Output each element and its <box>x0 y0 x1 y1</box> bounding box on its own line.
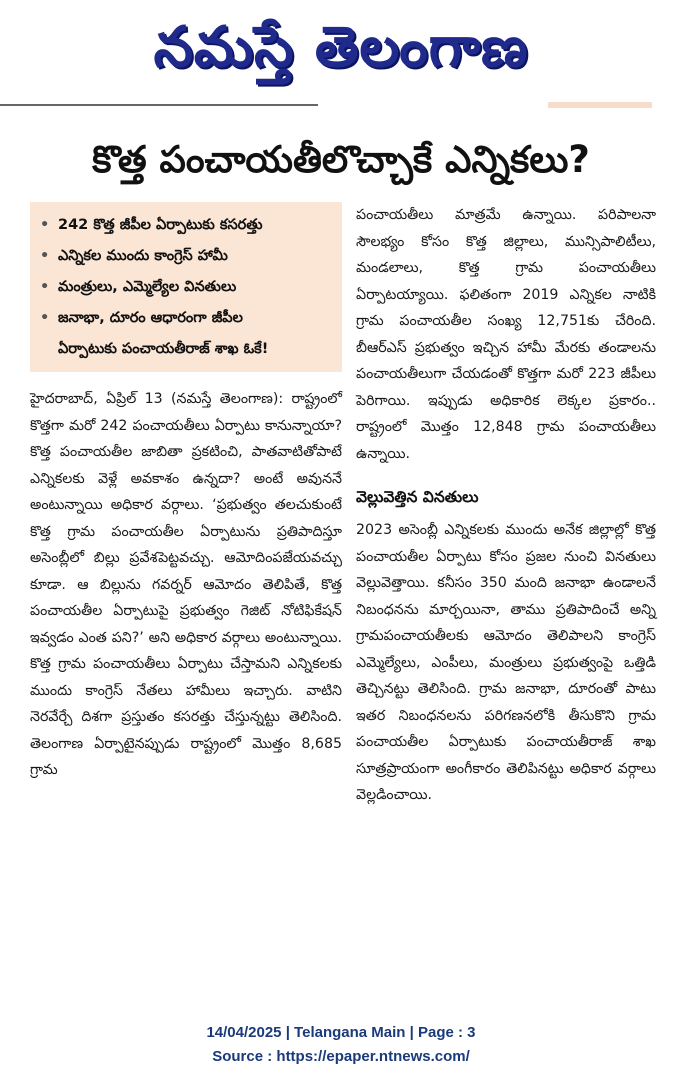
article-body-right: పంచాయతీలు మాత్రమే ఉన్నాయి. పరిపాలనా సౌలభ్యం కోసం కొత్త జిల్లాలు, మున్సిపాలిటీలు, మండలాలు, కొత్త గ్రామ పంచాయతీలు ఏర్పాటయ్యాయి. ఫలితంగా 2019 ఎన్నికల నాటికి గ్రామ పంచాయతీల సంఖ్య 12,751కు చేరింది. బీఆర్ఎస్ ప్రభుత్వం ఇచ్చిన హామీ మేరకు తండాలను పంచాయతీలుగా చేయడంతో కొత్తగా మరో 223 జీపీలు పెరిగాయి. ఇప్పుడు అధికారిక లెక్కల ప్రకారం.. రాష్ట్రంలో మొత్తం 12,848 గ్రామ పంచాయతీలు ఉన్నాయి. <box>356 207 656 462</box>
footer <box>0 1021 682 1069</box>
article-body-right-2: 2023 అసెంబ్లీ ఎన్నికలకు ముందు అనేక జిల్లాల్లో కొత్త పంచాయతీల ఏర్పాటు కోసం ప్రజల నుంచి వినతులు వెల్లువెత్తాయి. కనీసం 350 మంది జనాభా ఉండాలనే నిబంధనను మార్చయినా, తాము ప్రతిపాదించే అన్ని గ్రామపంచాయతీలకు ఆమోదం తెలిపాలని కాంగ్రెస్ ఎమ్మెల్యేలు, ఎంపీలు, మంత్రులు ప్రభుత్వంపై ఒత్తిడి తెచ్చినట్టు తెలిసింది. గ్రామ జనాభా, దూరంతో పాటు ఇతర నిబంధనలను పరిగణనలోకి తీసుకొని గ్రామ పంచాయతీల ఏర్పాటుకు పంచాయతీరాజ్ శాఖ సూత్రప్రాయంగా అంగీకారం తెలిపినట్టు అధికార వర్గాలు వెల్లడించాయి. <box>356 522 656 803</box>
highlight-item <box>38 241 334 272</box>
highlight-text: ఏర్పాటుకు పంచాయతీరాజ్ శాఖ ఓకే! <box>58 341 269 357</box>
highlight-item-continued <box>38 334 334 365</box>
bullet-icon: • <box>40 279 50 295</box>
highlight-item <box>38 272 334 303</box>
headline: కొత్త పంచాయతీలొచ్చాకే ఎన్నికలు? <box>92 138 590 181</box>
highlight-text: మంత్రులు, ఎమ్మెల్యేల వినతులు <box>58 279 237 295</box>
footer-date-page: 14/04/2025 | Telangana Main | Page : 3 <box>206 1024 476 1041</box>
highlight-text: జనాభా, దూరం ఆధారంగా జీపీల <box>58 310 243 326</box>
right-column <box>356 202 656 809</box>
masthead-logo: నమస్తే తెలంగాణ <box>153 14 529 80</box>
article-body-left: హైదరాబాద్, ఏప్రిల్ 13 (నమస్తే తెలంగాణ): రాష్ట్రంలో కొత్తగా మరో 242 పంచాయతీలు ఏర్పాటు కానున్నాయా? కొత్త పంచాయతీల జాబితా ప్రకటించి, పాతవాటితోపాటే ఎన్నికలకు వెళ్లే అవకాశం ఉన్నదా? అంటే అవుననే అంటున్నాయి అధికార వర్గాలు. ‘ప్రభుత్వం తలచుకుంటే కొత్త గ్రామ పంచాయతీల ఏర్పాటును ప్రతిపాదిస్తూ అసెంబ్లీలో బిల్లు ప్రవేశపెట్టవచ్చు. ఆమోదింపజేయవచ్చు కూడా. ఆ బిల్లును గవర్నర్ ఆమోదం తెలిపితే, కొత్త పంచాయతీల ఏర్పాటుపై ప్రభుత్వం గెజిట్ నోటిఫికేషన్ ఇవ్వడం ఎంత పని?’ అని అధికార వర్గాలు అంటున్నాయి. కొత్త గ్రామ పంచాయతీలు ఏర్పాటు చేస్తామని ఎన్నికలకు ముందు కాంగ్రెస్ నేతలు హామీలు ఇచ్చారు. వాటిని నెరవేర్చే దిశగా ప్రస్తుతం కసరత్తు చేస్తున్నట్టు తెలిసింది. తెలంగాణ ఏర్పాటైనప్పుడు రాష్ట్రంలో మొత్తం 8,685 గ్రామ <box>30 391 342 778</box>
bullet-icon: • <box>40 217 50 233</box>
masthead-rule-right <box>548 102 652 108</box>
masthead-rule-left <box>0 104 318 106</box>
left-column <box>30 202 342 784</box>
highlight-item <box>38 303 334 334</box>
footer-source: Source : https://epaper.ntnews.com/ <box>212 1048 470 1065</box>
bullet-icon: • <box>40 310 50 326</box>
highlight-text: ఎన్నికల ముందు కాంగ్రెస్ హామీ <box>58 248 228 264</box>
highlights-box <box>30 202 342 372</box>
highlight-text: 242 కొత్త జీపీల ఏర్పాటుకు కసరత్తు <box>58 217 263 233</box>
highlight-item <box>38 210 334 241</box>
bullet-icon: • <box>40 248 50 264</box>
subheading: వెల్లువెత్తిన వినతులు <box>356 488 479 506</box>
